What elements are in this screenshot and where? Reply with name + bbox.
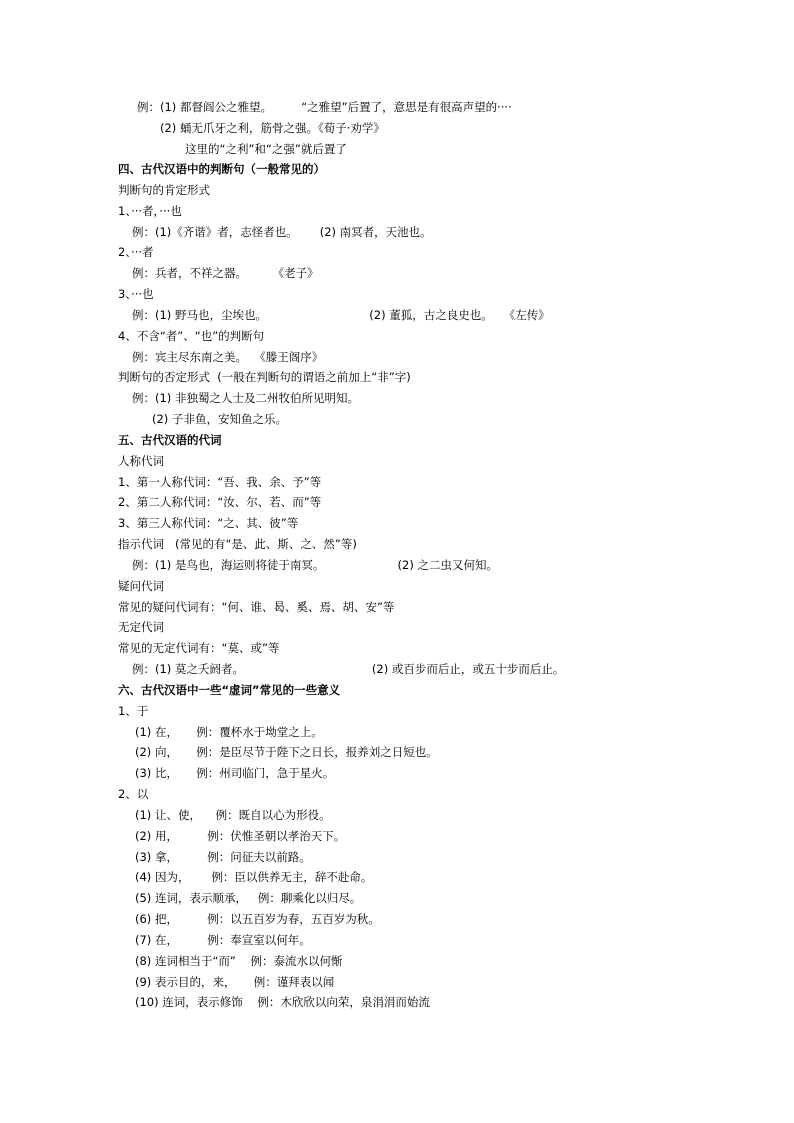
text-line: 例：(1) 都督阎公之雅望。 “之雅望”后置了，意思是有很高声望的···· [137,100,512,114]
text-line: 疑问代词 [118,579,164,593]
text-line: 4、不含“者”、“也”的判断句 [118,329,265,343]
text-line: 例：(1)《齐谐》者，志怪者也。 (2) 南冥者，天池也。 [132,225,432,239]
text-line: (1) 让、使， 例：既自以心为形役。 [135,808,331,822]
text-line: 例：(1) 莫之夭阏者。 (2) 或百步而后止，或五十步而后止。 [132,662,565,676]
text-line: (5) 连词，表示顺承， 例：聊乘化以归尽。 [135,891,362,905]
text-line: 常见的无定代词有：“莫、或”等 [118,641,280,655]
text-line: 例：(1) 是鸟也，海运则将徒于南冥。 (2) 之二虫又何知。 [132,558,498,572]
text-line: (3) 比， 例：州司临门，急于星火。 [135,766,335,780]
text-line: 无定代词 [118,620,164,634]
text-line: (8) 连词相当于“而” 例：泰流水以何惭 [135,954,343,968]
text-line: (3) 拿， 例：问征夫以前路。 [135,850,311,864]
text-line: 2、第二人称代词：“汝、尔、若、而”等 [118,495,322,509]
text-line: 1、于 [118,704,149,718]
text-line: 3、第三人称代词：“之、其、彼”等 [118,516,299,530]
text-line: (7) 在， 例：奉宣室以何年。 [135,933,311,947]
text-line: (2) 用， 例：伏惟圣朝以孝治天下。 [135,829,346,843]
section-heading: 五、古代汉语的代词 [118,433,222,447]
text-line: 判断句的否定形式 (一般在判断句的谓语之前加上“非”字) [118,370,411,384]
text-line: 这里的“之利”和“之强”就后置了 [185,142,347,156]
text-line: 1、···者，···也 [118,204,182,218]
text-line: 判断句的肯定形式 [118,183,210,197]
text-line: 例：(1) 野马也，尘埃也。 (2) 董狐，古之良史也。 《左传》 [132,308,550,322]
text-line: (2) 向， 例：是臣尽节于陛下之日长，报养刘之日短也。 [135,745,438,759]
text-line: (2) 蛹无爪牙之利，筋骨之强。《荀子·劝学》 [160,121,385,135]
text-line: 例：宾主尽东南之美。 《滕王阁序》 [132,350,324,364]
text-line: (10) 连词，表示修饰 例：木欣欣以向荣，泉涓涓而始流 [135,995,430,1009]
text-line: (4) 因为， 例：臣以供养无主，辞不赴命。 [135,870,373,884]
text-line: 指示代词 (常见的有“是、此、斯、之、然”等) [118,537,357,551]
text-line: 2、以 [118,787,149,801]
text-line: 例：(1) 非独蜀之人士及二州牧伯所见明知。 [132,391,359,405]
text-line: 常见的疑问代词有：“何、谁、曷、奚、焉、胡、安”等 [118,600,395,614]
text-line: 2、···者 [118,245,154,259]
section-heading: 四、古代汉语中的判断句（一般常见的） [118,162,325,176]
text-line: 3、···也 [118,287,154,301]
text-line: (9) 表示目的，来， 例：谨拜表以闻 [135,975,335,989]
text-line: 人称代词 [118,454,164,468]
text-line: (6) 把， 例：以五百岁为春，五百岁为秋。 [135,912,380,926]
section-heading: 六、古代汉语中一些“虚词”常见的一些意义 [118,683,341,697]
text-line: (2) 子非鱼，安知鱼之乐。 [152,412,287,426]
text-line: (1) 在， 例：覆杯水于坳堂之上。 [135,725,323,739]
text-line: 例：兵者，不祥之器。 《老子》 [132,266,319,280]
text-line: 1、第一人称代词：“吾、我、余、予”等 [118,475,322,489]
